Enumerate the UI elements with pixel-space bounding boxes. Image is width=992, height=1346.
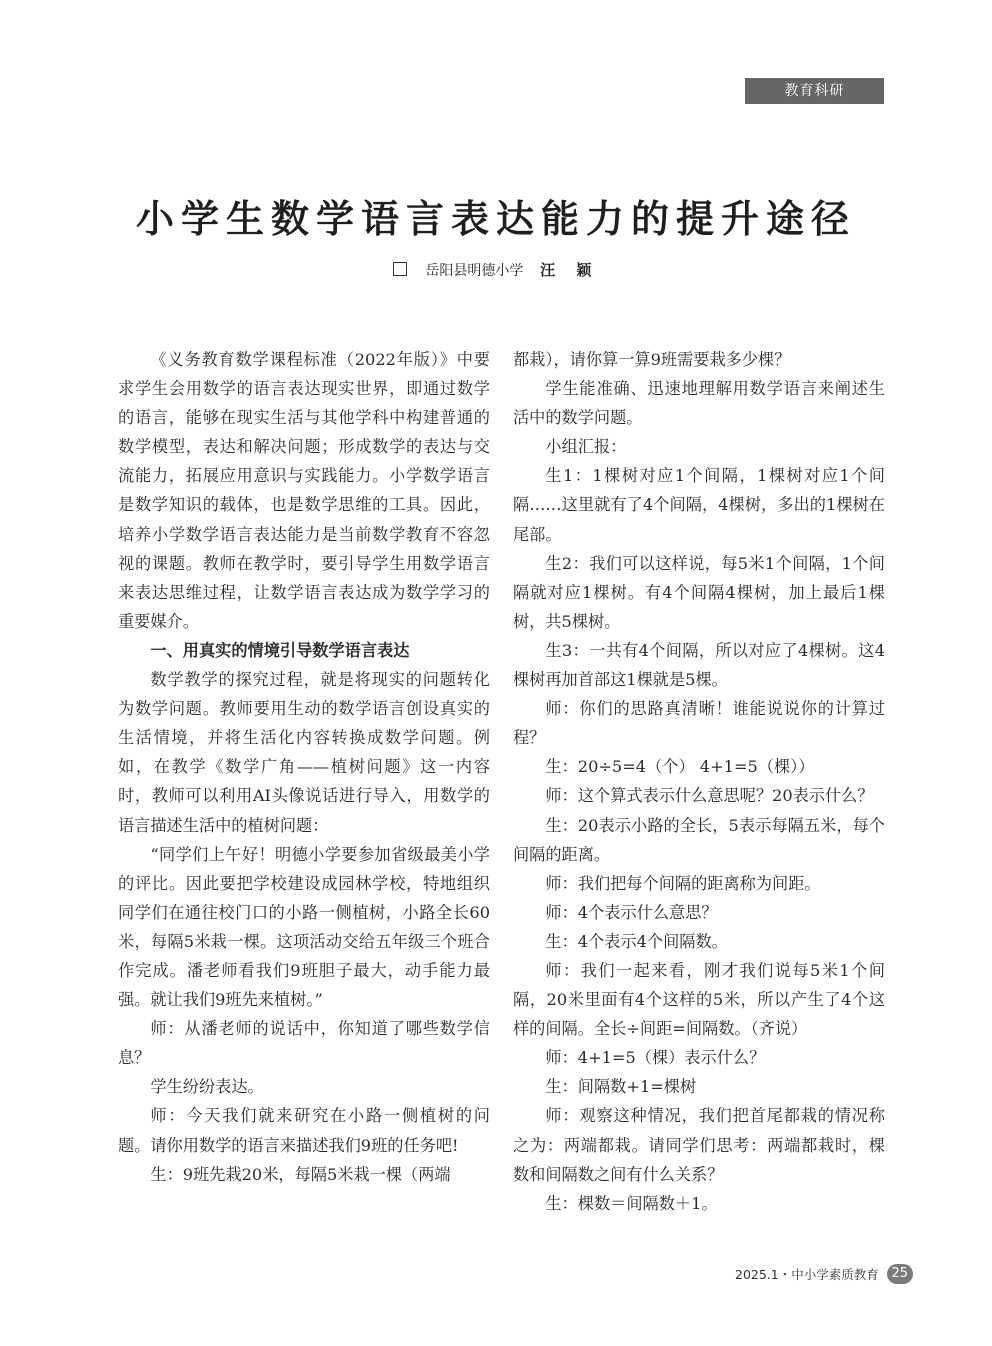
right-column (513, 345, 885, 1218)
paragraph: 生：9班先栽20米，每隔5米栽一棵（两端 (150, 1164, 451, 1184)
paragraph: 生：4个表示4个间隔数。 (545, 931, 728, 951)
paragraph: 师：今天我们就来研究在小路一侧植树的问题。请你用数学的语言来描述我们9班的任务吧! (118, 1106, 490, 1155)
paragraph: 师：我们一起来看，刚才我们说每5米1个间隔，20米里面有4个这样的5米，所以产生了4个这样的间隔。全长÷间距=间隔数。（齐说） (513, 960, 885, 1039)
paragraph: 《义务教育数学课程标准（2022年版）》中要求学生会用数学的语言表达现实世界，即通过数学的语言，能够在现实生活与其他学科中构建普通的数学模型，表达和解决问题；形成数学的表达与交流能力，拓展应用意识与实践能力。小学数学语言是数学知识的载体，也是数学思维的工具。因此，培养小学数学语言表达能力是当前数学教育不容忽视的课题。教师在教学时，要引导学生用数学语言来表达思维过程，让数学语言表达成为数学学习的重要媒介。 (118, 350, 490, 631)
journal-issue: 2025.1・中小学素质教育 (735, 1267, 879, 1282)
author-school: 岳阳县明德小学 (425, 263, 524, 279)
paragraph: 生：20表示小路的全长，5表示每隔五米，每个间隔的距离。 (513, 815, 885, 864)
page-footer (735, 1264, 913, 1284)
section-tag: 教育科研 (745, 78, 884, 104)
paragraph: 数学教学的探究过程，就是将现实的问题转化为数学问题。教师要用生动的数学语言创设真实的生活情境，并将生活化内容转换成数学问题。例如，在教学《数学广角——植树问题》这一内容时，教师可以利用AI头像说话进行导入，用数学的语言描述生活中的植树问题： (118, 670, 490, 835)
paragraph: 生：20÷5=4（个） 4+1=5（棵）） (545, 757, 815, 777)
page-number: 25 (887, 1264, 913, 1284)
paragraph: 学生纷纷表达。 (150, 1077, 264, 1097)
square-icon (393, 262, 407, 276)
paragraph: 师：这个算式表示什么意思呢？20表示什么？ (545, 786, 874, 806)
paragraph: “同学们上午好！明德小学要参加省级最美小学的评比。因此要把学校建设成园林学校，特地组织同学们在通往校门口的小路一侧植树，小路全长60米，每隔5米栽一棵。这项活动交给五年级三个班合作完成。潘老师看我们9班胆子最大，动手能力最强。就让我们9班先来植树。” (118, 844, 490, 1010)
byline (0, 259, 992, 280)
paragraph: 生2：我们可以这样说，每5米1个间隔，1个间隔就对应1棵树。有4个间隔4棵树，加上最后1棵树，共5棵树。 (513, 553, 885, 631)
section-heading: 一、用真实的情境引导数学语言表达 (150, 640, 410, 660)
paragraph: 师：从潘老师的说话中，你知道了哪些数学信息？ (118, 1019, 490, 1068)
author-name: 汪 颖 (540, 261, 600, 279)
paragraph: 小组汇报： (545, 437, 627, 457)
paragraph: 师：4+1=5（棵）表示什么？ (545, 1048, 766, 1068)
paragraph: 师：我们把每个间隔的距离称为间距。 (545, 873, 821, 893)
paragraph: 师：你们的思路真清晰！谁能说说你的计算过程？ (513, 699, 885, 748)
left-column (118, 345, 490, 1189)
paragraph: 生3：一共有4个间隔，所以对应了4棵树。这4棵树再加首部这1棵就是5棵。 (513, 640, 885, 690)
paragraph-continued: 都栽），请你算一算9班需要栽多少棵？ (513, 350, 791, 369)
paragraph: 生：间隔数+1=棵树 (545, 1077, 697, 1097)
paragraph: 学生能准确、迅速地理解用数学语言来阐述生活中的数学问题。 (513, 379, 885, 428)
paragraph: 生1：1棵树对应1个间隔，1棵树对应1个间隔……这里就有了4个间隔，4棵树，多出的1棵树在尾部。 (513, 466, 885, 544)
paragraph: 师：4个表示什么意思？ (545, 902, 718, 922)
paragraph: 生：棵数＝间隔数＋1。 (545, 1193, 718, 1213)
article-title: 小学生数学语言表达能力的提升途径 (135, 197, 856, 241)
paragraph: 师：观察这种情况，我们把首尾都栽的情况称之为：两端都栽。请同学们思考：两端都栽时，棵数和间隔数之间有什么关系？ (513, 1106, 885, 1184)
